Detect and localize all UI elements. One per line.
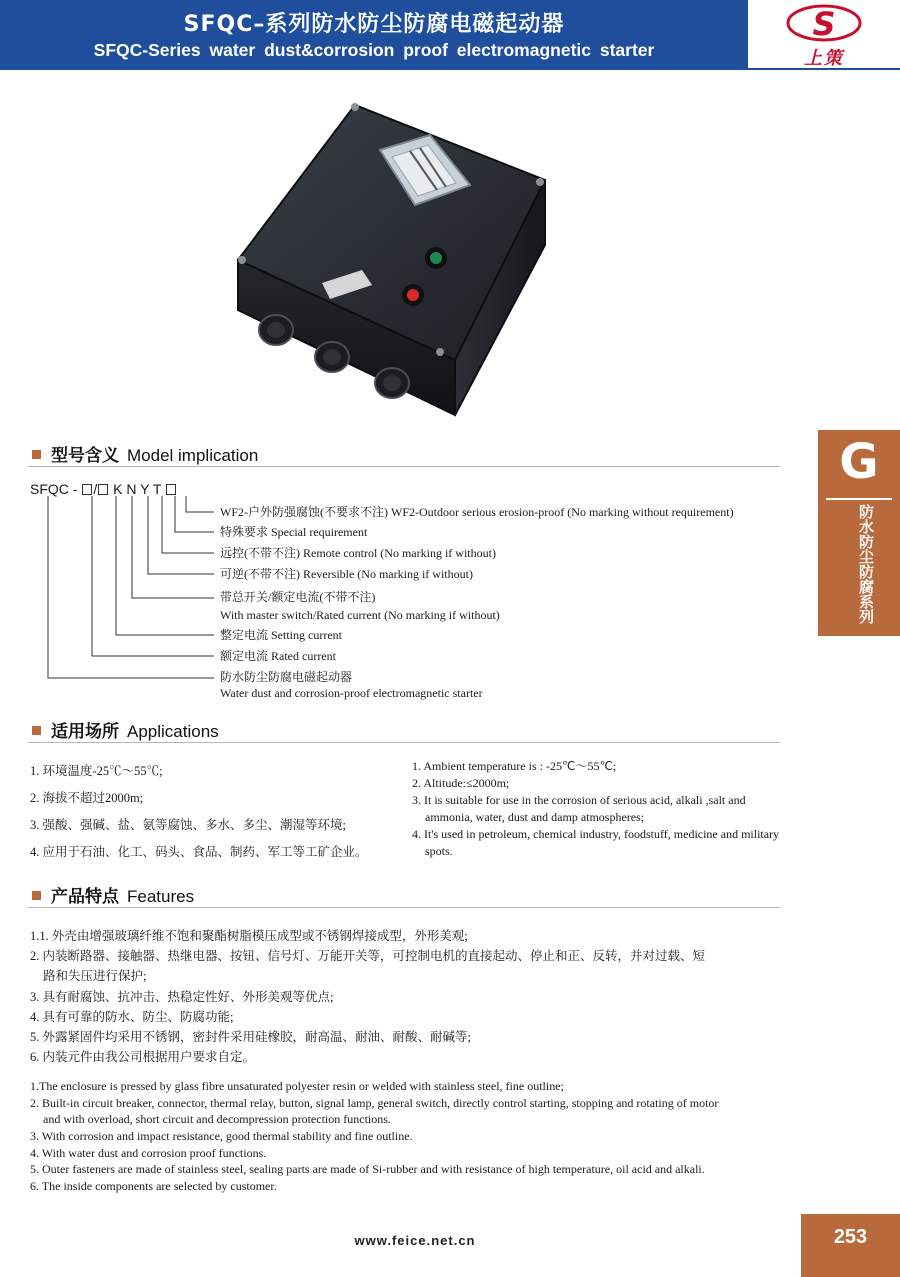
features-section-title	[32, 882, 194, 907]
model-section-title	[32, 441, 258, 466]
model-item-4: 可逆(不带不注) Reversible (No marking if without)	[220, 567, 473, 581]
feature-zh-4: 4. 具有可靠的防水、防尘、防腐功能;	[30, 1010, 234, 1024]
section-divider	[28, 907, 780, 908]
feature-en-5: 5. Outer fasteners are made of stainless steel, sealing parts are made of Si-rubber and with resistance of high temperature, oil acid and alkali.	[30, 1162, 705, 1176]
app-zh-1: 1. 环境温度-25℃～55℃;	[30, 764, 163, 778]
section-bullet-icon	[32, 891, 41, 900]
model-item-8a: 防水防尘防腐电磁起动器	[220, 670, 353, 684]
model-code	[30, 481, 177, 497]
feature-en-4: 4. With water dust and corrosion proof functions.	[30, 1146, 267, 1160]
page-number: 253	[801, 1214, 900, 1277]
app-en-2: 2. Altitude:≤2000m;	[412, 776, 510, 790]
feature-en-2: 2. Built-in circuit breaker, connector, thermal relay, button, signal lamp, general switch, directly control starting, stopping and rotating of motor	[30, 1096, 719, 1110]
app-zh-3: 3. 强酸、强碱、盐、氨等腐蚀、多水、多尘、潮湿等环境;	[30, 818, 346, 832]
model-title-zh: 型号含义	[51, 446, 119, 466]
applications-title-en: Applications	[127, 722, 219, 741]
features-title-en: Features	[127, 887, 195, 906]
category-side-tab	[818, 430, 900, 636]
code-box-2	[98, 484, 108, 495]
feature-en-6: 6. The inside components are selected by customer.	[30, 1179, 277, 1193]
feature-zh-2: 2. 内装断路器、接触器、热继电器、按钮、信号灯、万能开关等，可控制电机的直接起动、停止和正、反转，并对过载、短	[30, 949, 706, 963]
model-code-slash: /	[93, 481, 98, 497]
product-image	[230, 95, 560, 425]
footer-website-link[interactable]: www.feice.net.cn	[354, 1233, 476, 1248]
model-code-letters: K N Y T	[113, 481, 162, 497]
app-en-1: 1. Ambient temperature is : -25℃～55℃;	[412, 759, 617, 773]
model-item-3: 远控(不带不注) Remote control (No marking if without)	[220, 546, 496, 560]
category-label: 防水防尘防腐系列	[857, 504, 875, 624]
logo-s-icon	[785, 4, 863, 42]
logo-text: 上策	[804, 48, 844, 69]
section-divider	[28, 742, 780, 743]
app-zh-4: 4. 应用于石油、化工、码头、食品、制药、军工等工矿企业。	[30, 845, 368, 859]
logo-letter: S	[812, 5, 836, 42]
features-title-zh: 产品特点	[51, 887, 119, 907]
code-box-1	[82, 484, 92, 495]
applications-title-zh: 适用场所	[51, 722, 119, 742]
section-bullet-icon	[32, 450, 41, 459]
app-en-3: 3. It is suitable for use in the corrosion of serious acid, alkali ,salt and ammonia, water, dust and damp atmospheres;	[412, 793, 746, 824]
model-item-8b: Water dust and corrosion-proof electromagnetic starter	[220, 686, 483, 700]
page-title-zh: SFQC–系列防水防尘防腐电磁起动器	[183, 12, 565, 37]
side-tab-divider	[826, 498, 892, 500]
header-banner	[0, 0, 748, 70]
feature-zh-3: 3. 具有耐腐蚀、抗冲击、热稳定性好、外形美观等优点;	[30, 990, 334, 1004]
feature-zh-5: 5. 外露紧固件均采用不锈钢，密封件采用硅橡胶，耐高温、耐油、耐酸、耐碱等;	[30, 1030, 471, 1044]
model-item-7: 额定电流 Rated current	[220, 649, 336, 663]
model-item-1: WF2-户外防强腐蚀(不要求不注) WF2-Outdoor serious erosion-proof (No marking without requirement)	[220, 505, 734, 519]
feature-en-3: 3. With corrosion and impact resistance, good thermal stability and fine outline.	[30, 1129, 413, 1143]
feature-zh-6: 6. 内装元件由我公司根据用户要求自定。	[30, 1050, 256, 1064]
section-bullet-icon	[32, 726, 41, 735]
brand-logo	[748, 0, 900, 70]
app-en-4: 4. It's used in petroleum, chemical industry, foodstuff, medicine and military spots.	[412, 827, 780, 858]
model-item-5b: With master switch/Rated current (No marking if without)	[220, 608, 500, 622]
category-letter: G	[839, 434, 879, 490]
model-title-en: Model implication	[127, 446, 259, 465]
model-item-6: 整定电流 Setting current	[220, 628, 342, 642]
model-item-5a: 带总开关/额定电流(不带不注)	[220, 590, 376, 604]
feature-zh-1: 1.1. 外壳由增强玻璃纤维不饱和聚酯树脂模压成型或不锈钢焊接成型，外形美观;	[30, 929, 468, 943]
model-code-prefix: SFQC -	[30, 481, 78, 497]
app-zh-2: 2. 海拔不超过2000m;	[30, 791, 144, 805]
applications-section-title	[32, 717, 219, 742]
feature-en-2b: and with overload, short circuit and decompression protection functions.	[43, 1112, 391, 1126]
page-header	[0, 0, 900, 70]
section-divider	[28, 466, 780, 467]
feature-zh-2b: 路和失压进行保护;	[43, 969, 147, 983]
page-title-en: SFQC-Series water dust&corrosion proof electromagnetic starter	[93, 40, 655, 60]
code-box-3	[166, 484, 176, 495]
feature-en-1: 1.The enclosure is pressed by glass fibre unsaturated polyester resin or welded with stainless steel, fine outline;	[30, 1079, 564, 1093]
model-item-2: 特殊要求 Special requirement	[220, 525, 368, 539]
